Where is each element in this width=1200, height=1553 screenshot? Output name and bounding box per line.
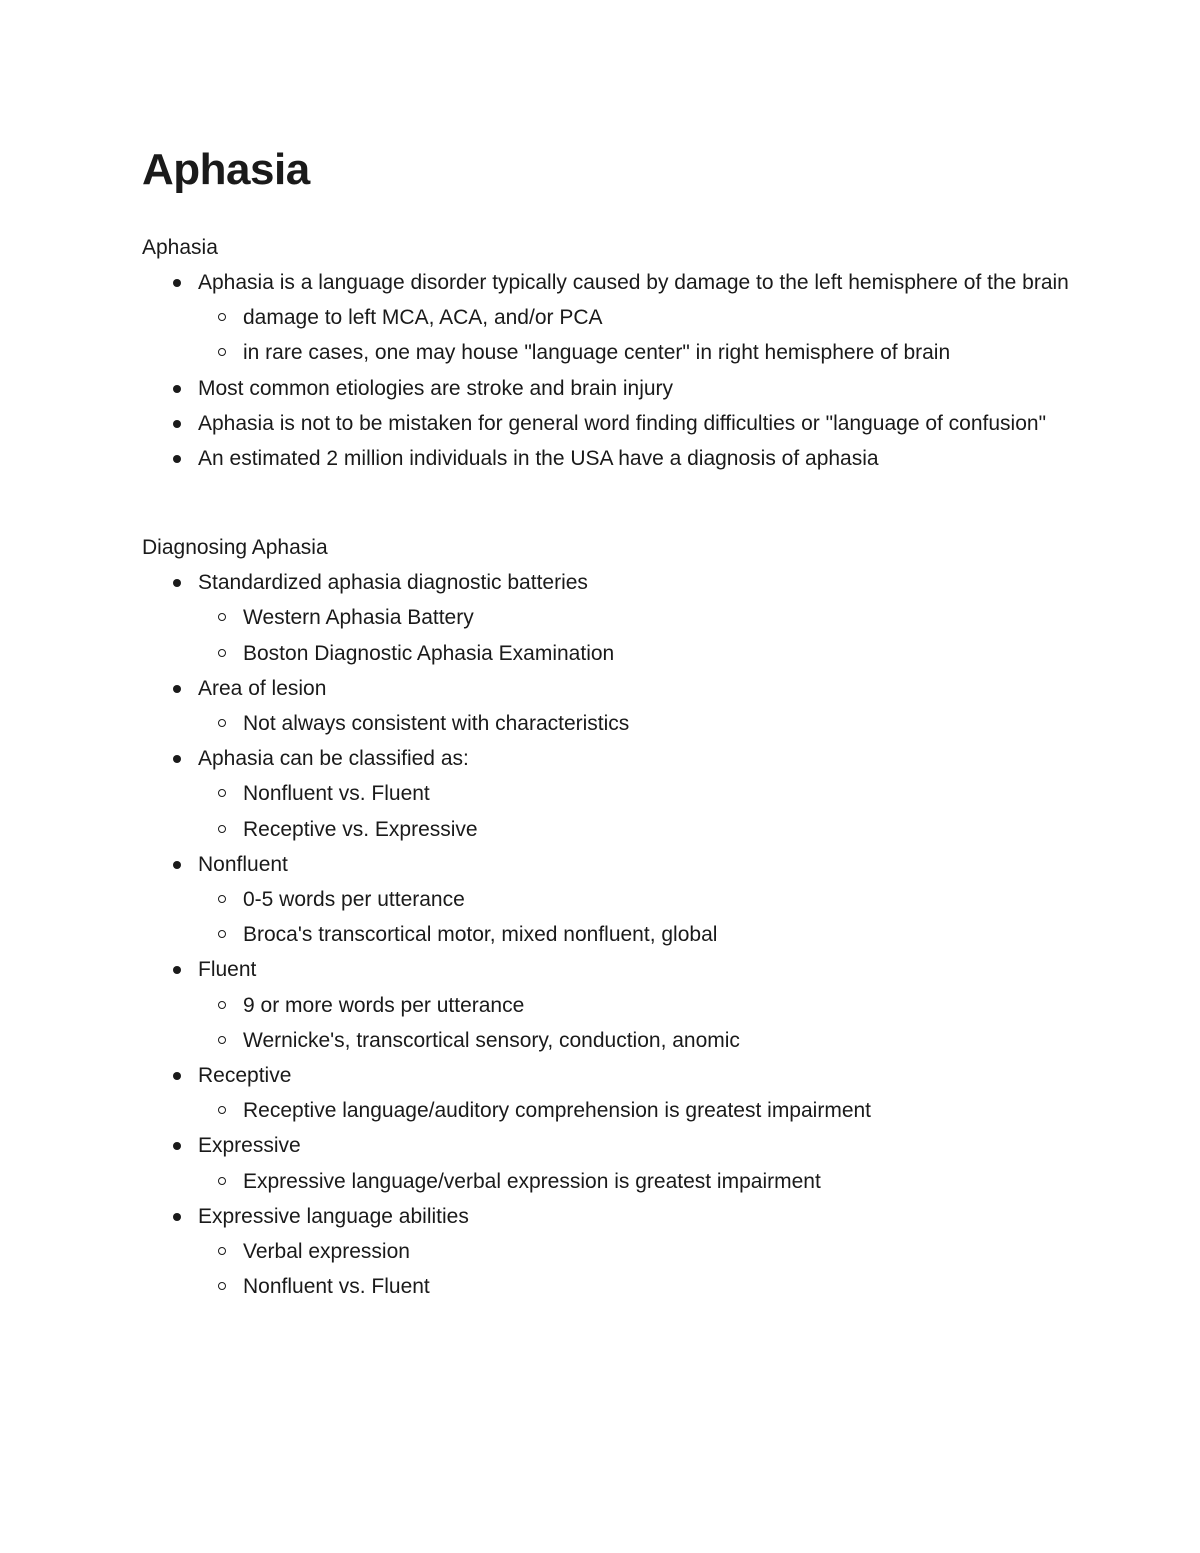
sub-list-item-text: 0-5 words per utterance	[243, 888, 465, 912]
sub-list-item-text: Wernicke's, transcortical sensory, conduction, anomic	[243, 1028, 740, 1052]
sub-bullet-list	[198, 776, 1102, 846]
sub-list-item	[243, 1269, 1102, 1304]
list-item	[198, 371, 1102, 406]
sub-list-item	[243, 600, 1102, 635]
sub-bullet-list	[198, 300, 1102, 370]
sub-list-item-text: Nonfluent vs. Fluent	[243, 782, 430, 806]
list-item	[198, 406, 1102, 441]
sub-list-item	[243, 1023, 1102, 1058]
sub-list-item-text: Boston Diagnostic Aphasia Examination	[243, 641, 615, 665]
document-title: Aphasia	[142, 145, 310, 194]
section-2	[142, 530, 1102, 1304]
list-item-text: Receptive	[198, 1064, 292, 1088]
sub-list-item-text: Receptive language/auditory comprehension is greatest impairment	[243, 1099, 872, 1123]
list-item	[198, 1058, 1102, 1128]
sub-list-item	[243, 988, 1102, 1023]
bullet-list	[142, 265, 1102, 476]
hollow-bullet-icon	[218, 719, 226, 727]
sub-bullet-list	[198, 1093, 1102, 1128]
list-item	[198, 265, 1102, 371]
list-item-text: An estimated 2 million individuals in the USA have a diagnosis of aphasia	[198, 447, 879, 471]
filled-bullet-icon	[173, 279, 181, 287]
list-item-text: Expressive language abilities	[198, 1204, 469, 1228]
hollow-bullet-icon	[218, 825, 226, 833]
list-item-text: Aphasia is not to be mistaken for general word finding difficulties or "language of confusion"	[198, 411, 1047, 435]
list-item	[198, 952, 1102, 1058]
filled-bullet-icon	[173, 966, 181, 974]
hollow-bullet-icon	[218, 1247, 226, 1255]
list-item	[198, 1128, 1102, 1198]
filled-bullet-icon	[173, 1213, 181, 1221]
sub-bullet-list	[198, 988, 1102, 1058]
hollow-bullet-icon	[218, 789, 226, 797]
sub-bullet-list	[198, 1164, 1102, 1199]
sub-bullet-list	[198, 1234, 1102, 1304]
hollow-bullet-icon	[218, 649, 226, 657]
list-item-text: Expressive	[198, 1134, 301, 1158]
list-item-text: Area of lesion	[198, 676, 327, 700]
sub-list-item	[243, 812, 1102, 847]
sub-list-item	[243, 1234, 1102, 1269]
hollow-bullet-icon	[218, 348, 226, 356]
sub-list-item-text: Broca's transcortical motor, mixed nonfluent, global	[243, 923, 718, 947]
section-heading: Aphasia	[142, 236, 218, 259]
hollow-bullet-icon	[218, 1001, 226, 1009]
sub-bullet-list	[198, 600, 1102, 670]
list-item-text: Aphasia is a language disorder typically caused by damage to the left hemisphere of the brain	[198, 271, 1069, 294]
hollow-bullet-icon	[218, 930, 226, 938]
sub-list-item-text: Expressive language/verbal expression is greatest impairment	[243, 1169, 821, 1193]
filled-bullet-icon	[173, 1072, 181, 1080]
filled-bullet-icon	[173, 1142, 181, 1150]
sub-list-item	[243, 636, 1102, 671]
hollow-bullet-icon	[218, 613, 226, 621]
filled-bullet-icon	[173, 455, 181, 463]
hollow-bullet-icon	[218, 895, 226, 903]
filled-bullet-icon	[173, 579, 181, 587]
list-item	[198, 565, 1102, 671]
sub-list-item	[243, 776, 1102, 811]
list-item	[198, 847, 1102, 953]
sub-list-item	[243, 882, 1102, 917]
filled-bullet-icon	[173, 685, 181, 693]
filled-bullet-icon	[173, 420, 181, 428]
list-item	[198, 741, 1102, 847]
list-item	[198, 671, 1102, 741]
sub-list-item-text: Nonfluent vs. Fluent	[243, 1275, 430, 1299]
list-item-text: Aphasia can be classified as:	[198, 747, 469, 771]
filled-bullet-icon	[173, 755, 181, 763]
sub-list-item-text: damage to left MCA, ACA, and/or PCA	[243, 306, 603, 330]
sub-list-item-text: Receptive vs. Expressive	[243, 817, 478, 841]
filled-bullet-icon	[173, 385, 181, 393]
sub-list-item-text: Not always consistent with characteristics	[243, 712, 630, 736]
sub-list-item-text: 9 or more words per utterance	[243, 993, 525, 1017]
list-item-text: Fluent	[198, 958, 257, 982]
filled-bullet-icon	[173, 861, 181, 869]
sub-list-item	[243, 300, 1102, 335]
list-item	[198, 441, 1102, 476]
hollow-bullet-icon	[218, 313, 226, 321]
sub-list-item-text: in rare cases, one may house "language center" in right hemisphere of brain	[243, 341, 951, 365]
sub-list-item-text: Western Aphasia Battery	[243, 606, 474, 630]
section-1	[142, 230, 1102, 476]
list-item	[198, 1199, 1102, 1305]
hollow-bullet-icon	[218, 1177, 226, 1185]
sub-list-item	[243, 1164, 1102, 1199]
section-heading: Diagnosing Aphasia	[142, 536, 328, 560]
list-item-text: Standardized aphasia diagnostic batteries	[198, 571, 588, 595]
sub-bullet-list	[198, 882, 1102, 952]
sub-list-item	[243, 917, 1102, 952]
list-item-text: Most common etiologies are stroke and brain injury	[198, 376, 674, 400]
sub-list-item	[243, 335, 1102, 370]
sub-list-item-text: Verbal expression	[243, 1240, 410, 1264]
bullet-list	[142, 565, 1102, 1304]
hollow-bullet-icon	[218, 1282, 226, 1290]
document-page	[142, 140, 1102, 1304]
sub-bullet-list	[198, 706, 1102, 741]
sub-list-item	[243, 1093, 1102, 1128]
sub-list-item	[243, 706, 1102, 741]
document-body	[142, 230, 1102, 1304]
hollow-bullet-icon	[218, 1036, 226, 1044]
list-item-text: Nonfluent	[198, 852, 288, 876]
hollow-bullet-icon	[218, 1106, 226, 1114]
